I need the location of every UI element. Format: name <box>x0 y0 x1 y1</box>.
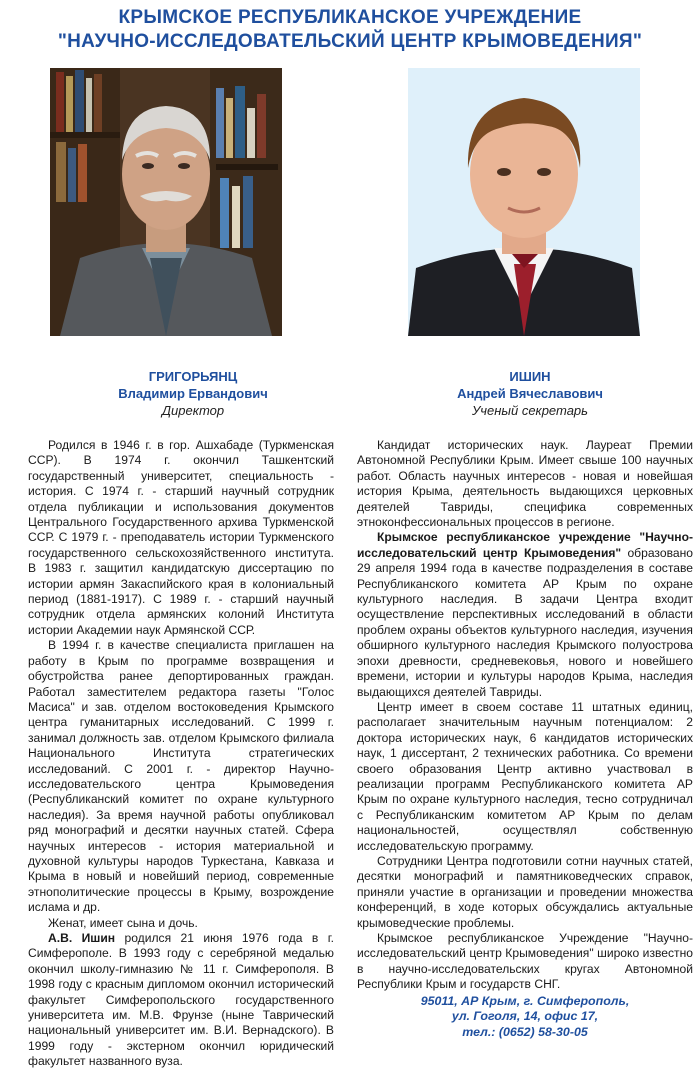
bold-institution: Крымское республиканское учреждение "Научно-исследовательский центр Крымоведения" <box>357 530 693 560</box>
paragraph: Женат, имеет сына и дочь. <box>48 915 198 930</box>
paragraph <box>28 931 334 1070</box>
secretary-caption <box>380 368 680 419</box>
right-column-text <box>357 438 693 1040</box>
page-title <box>0 6 700 54</box>
bold-name: А.В. Ишин <box>48 931 116 945</box>
paragraph: Кандидат исторических наук. Лауреат Премии Автономной Республики Крым. Имеет свыше 100 научных работ. Область научных интересов - новая и новейшая история Крыма, деятельность выдающихся церковных деятелей Тавриды, специфика современных этноконфессиональных процессов в регионе. <box>357 438 693 530</box>
left-column-text <box>28 438 334 1070</box>
address-phone: тел.: (0652) 58-30-05 <box>462 1024 588 1039</box>
address-line-2: ул. Гоголя, 14, офис 17, <box>451 1009 599 1024</box>
secretary-photo <box>408 68 640 336</box>
secretary-name: Андрей Вячеславович <box>457 386 603 401</box>
paragraph: Крымское республиканское Учреждение "Научно-исследовательский центр Крымоведения" широко известно в научно-исследовательских кругах Автономной Республики Крым и государств СНГ. <box>357 931 693 992</box>
paragraph: Центр имеет в своем составе 11 штатных единиц, располагает значительным научным потенциалом: 2 доктора исторических наук, 6 кандидатов исторических наук, 1 диссертант, 2 технических работника. Со времени своего образования Центр активно участвовал в реализации программ Республиканского комитета АР Крым по охране культурного наследия, тесно сотрудничал с Республиканским комитетом АР Крым по делам национальностей, осуществлял собственную исследовательскую программу. <box>357 699 693 853</box>
title-line-2: "НАУЧНО-ИССЛЕДОВАТЕЛЬСКИЙ ЦЕНТР КРЫМОВЕДЕНИЯ" <box>57 31 643 52</box>
paragraph: Родился в 1946 г. в гор. Ашхабаде (Туркменская ССР). В 1974 г. окончил Ташкентский государственный университет, специальность - история. С 1974 г. - старший научный сотрудник отдела публикации и использования документов Центрального Государственного архива Туркменской ССР. С 1979 г. - преподаватель истории Туркменского государственного сельскохозяйственного института. В 1983 г. защитил кандидатскую диссертацию по истории армян Закаспийского края в колониальный период (1881-1917). С 1989 г. - старший научный сотрудник отдела армянских колоний Института истории Академии наук Армянской ССР. <box>28 438 334 637</box>
director-surname: ГРИГОРЬЯНЦ <box>148 369 238 384</box>
secretary-surname: ИШИН <box>509 369 551 384</box>
paragraph: В 1994 г. в качестве специалиста приглашен на работу в Крым по программе возвращения и обустройства ранее депортированных граждан. Работал заместителем редактора газеты "Голос Масиса" и зав. отделом востоковедения Крымского центра гуманитарных исследований. С 1999 г. занимал должность зав. отделом Крымского филиала Национального Института стратегических исследований. С 2001 г. - директор Научно-исследовательского центра Крымоведения (Республиканский комитет по охране культурного наследия). За время научной работы опубликовал ряд монографий и десятки научных статей. Сфера научных интересов - история материальной и духовной культуры народов Туркестана, Кавказа и Крыма в новый и новейший период, современные этнополитические процессы в Крыму, возрождение ислама и др. <box>28 638 334 915</box>
director-photo <box>50 68 282 336</box>
director-portrait-image <box>50 68 282 336</box>
address-block <box>357 994 693 1041</box>
paragraph-rest: образовано 29 апреля 1994 года в качестве подразделения в составе Республиканского комитета АР Крым по охране культурного наследия. В задачи Центра входит осуществление перспективных исследований в области проблем охраны объектов культурного наследия, изучения обширного культурного наследия Крымского полуострова эпохи древности, средневековья, нового и новейшего времени, истории и культуры народов Крыма, наследия выдающихся деятелей Тавриды. <box>357 545 693 699</box>
secretary-portrait-image <box>408 68 640 336</box>
paragraph-rest: родился 21 июня 1976 года в г. Симферополе. В 1993 году с серебряной медалью окончил школу-гимназию № 11 г. Симферополя. В 1998 году с красным дипломом окончил исторический факультет Симферопольского государственного университета им. М.В. Фрунзе (ныне Таврический национальный университет им. В.И. Вернадского). В 1999 году - экстерном окончил юридический факультет названного вуза. <box>28 931 334 1069</box>
paragraph <box>357 530 693 699</box>
secretary-role: Ученый секретарь <box>472 403 588 418</box>
director-role: Директор <box>161 403 225 418</box>
title-line-1: КРЫМСКОЕ РЕСПУБЛИКАНСКОЕ УЧРЕЖДЕНИЕ <box>118 7 582 28</box>
address-line-1: 95011, АР Крым, г. Симферополь, <box>420 993 630 1008</box>
paragraph: Сотрудники Центра подготовили сотни научных статей, десятки монографий и памятниковедческих справок, приняли участие в организации и проведении множества конференций, в ходе которых обсуждались актуальные крымоведческие проблемы. <box>357 853 693 930</box>
director-name: Владимир Ервандович <box>118 386 268 401</box>
director-caption <box>43 368 343 419</box>
